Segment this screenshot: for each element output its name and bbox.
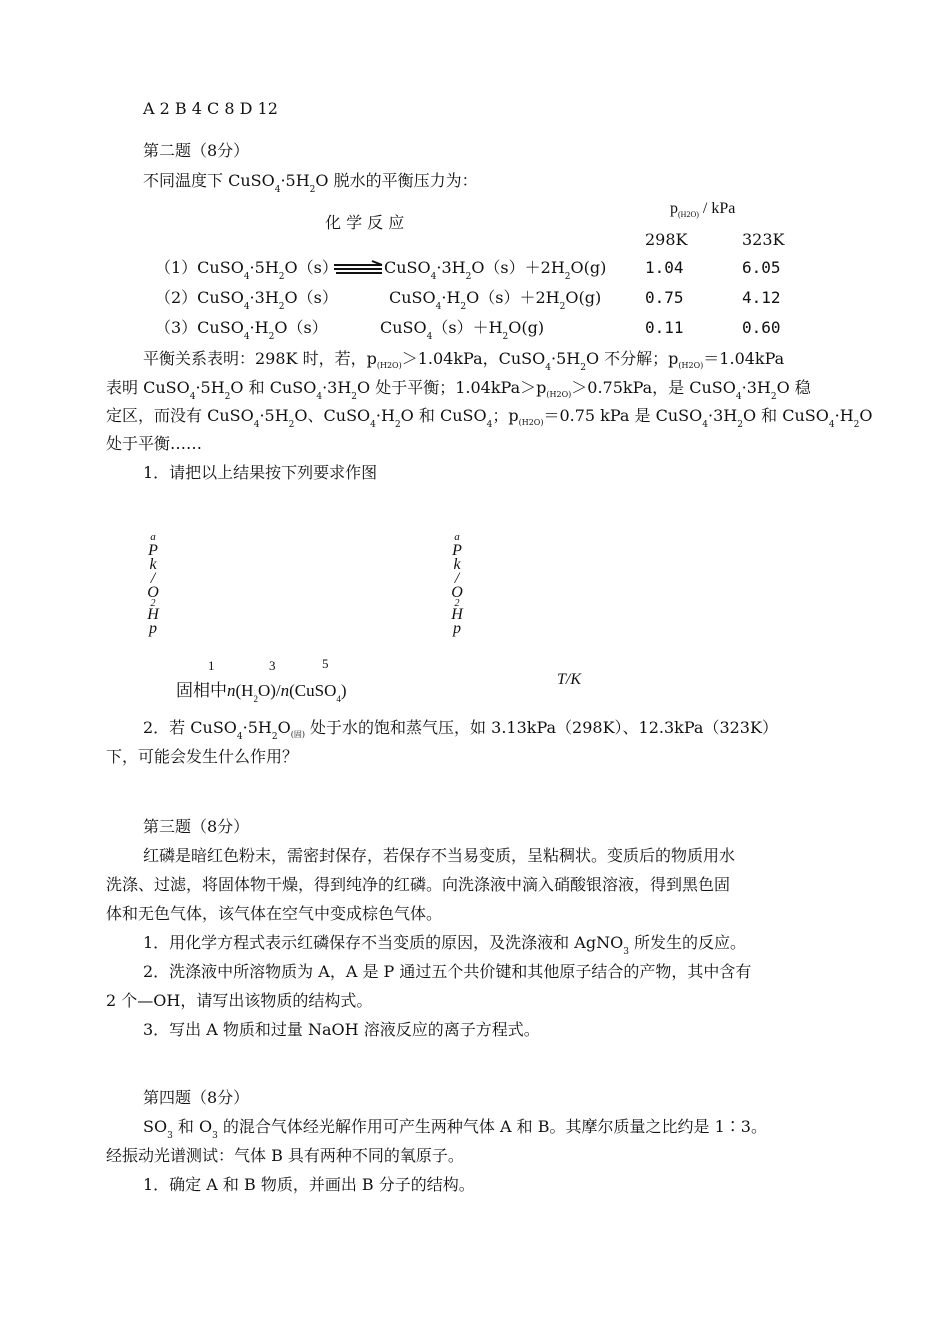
table-reaction-header: 化 学 反 应	[325, 213, 405, 232]
q2-intro: 不同温度下 $CuSO_4\cdot 5H_2O$ 脱水的平衡压力为：	[143, 171, 478, 195]
graph-1-ylabel: a P k / O 2 H p	[147, 531, 159, 637]
graph-2-ylabel: a P k / O 2 H p	[451, 531, 463, 637]
q2-para-line-2: 表明 $CuSO_4\cdot 5H_2O$ 和 $CuSO_4\cdot 3H_2O$ 处于平衡；$1.04kPa>p_{(H2O)}>0.75kPa$，是 $CuSO_4\cdot 3H_2O$ 稳	[106, 378, 811, 402]
table-row-1-right: $CuSO_4\cdot 3H_2O(s)+2H_2O(g)$	[384, 258, 607, 282]
table-row-2-v2: 4.12	[742, 288, 781, 307]
table-row-3-left: $(3)CuSO_4\cdot H_2O(s)$	[155, 318, 328, 342]
q3-para-3: 体和无色气体，该气体在空气中变成棕色气体。	[106, 904, 443, 923]
table-pressure-header: $p_{(H2O)}$ / kPa	[670, 200, 736, 219]
table-row-1-left: $(1)CuSO_4\cdot 5H_2O(s)$	[155, 258, 338, 282]
q1-options: A 2 B 4 C 8 D 12	[143, 99, 278, 118]
table-row-2-right: $CuSO_4\cdot H_2O(s)+2H_2O(g)$	[389, 288, 602, 312]
q3-task-2a: 2．洗涤液中所溶物质为 A，A 是 P 通过五个共价键和其他原子结合的产物，其中含有	[143, 962, 752, 981]
q4-para-2: 经振动光谱测试：气体 B 具有两种不同的氧原子。	[106, 1146, 464, 1165]
q2-task-1: 1．请把以上结果按下列要求作图	[143, 463, 378, 482]
table-row-3-v2: 0.60	[742, 318, 781, 337]
equilibrium-arrow-icon	[334, 260, 384, 276]
table-row-3-v1: 0.11	[645, 318, 684, 337]
graph-1-xlabel: 固相中$n(H_2O)/n(CuSO_4)$	[176, 681, 347, 704]
q4-title: 第四题（8分）	[143, 1088, 250, 1107]
q3-para-2: 洗涤、过滤，将固体物干燥，得到纯净的红磷。向洗涤液中滴入硝酸银溶液，得到黑色固	[106, 875, 731, 894]
table-row-1-v2: 6.05	[742, 258, 781, 277]
q3-task-2b: 2 个—OH，请写出该物质的结构式。	[106, 991, 373, 1010]
q4-task-1: 1．确定 A 和 B 物质，并画出 B 分子的结构。	[143, 1175, 475, 1194]
graph-1-tick-5: 5	[322, 656, 329, 671]
q3-para-1: 红磷是暗红色粉末，需密封保存，若保存不当易变质，呈粘稠状。变质后的物质用水	[143, 846, 736, 865]
q2-para-line-1: 平衡关系表明：298K 时，若，$p_{(H2O)}>1.04kPa$，$CuSO_4\cdot 5H_2O$ 不分解；$p_{(H2O)}=1.04kPa$	[143, 349, 785, 373]
q2-task-2-line-1: 2．若 $CuSO_4\cdot 5H_2O_{(固)}$ 处于水的饱和蒸气压，如 3.13kPa（298K）、12.3kPa（323K）	[143, 718, 778, 742]
table-temp-323: 323K	[742, 230, 785, 249]
graph-1-tick-1: 1	[208, 658, 215, 673]
table-row-1-v1: 1.04	[645, 258, 684, 277]
graph-1-tick-3: 3	[269, 658, 276, 673]
table-row-2-left: $(2)CuSO_4\cdot 3H_2O(s)$	[155, 288, 338, 312]
table-temp-298: 298K	[645, 230, 688, 249]
q3-title: 第三题（8分）	[143, 817, 250, 836]
q2-task-2-line-2: 下，可能会发生什么作用？	[106, 747, 299, 766]
q2-para-line-4: 处于平衡……	[106, 434, 203, 453]
table-row-3-right: $CuSO_4(s)+H_2O(g)$	[380, 318, 545, 342]
q2-title: 第二题（8分）	[143, 141, 250, 160]
q4-para-1: $SO_3$ 和 $O_3$ 的混合气体经光解作用可产生两种气体 A 和 B。其摩尔质量之比约是 1∶3。	[143, 1117, 767, 1141]
q3-task-1: 1．用化学方程式表示红磷保存不当变质的原因，及洗涤液和 AgNO$_3$ 所发生的反应。	[143, 933, 747, 957]
table-row-2-v1: 0.75	[645, 288, 684, 307]
q2-para-line-3: 定区，而没有 $CuSO_4\cdot 5H_2O$、$CuSO_4\cdot H_2O$ 和 CuSO$_4$；$p_{(H2O)}=0.75$ kPa 是 $CuSO_4\cdot 3H_2O$ 和 $CuSO_4\cdot H_2O$	[106, 406, 873, 430]
q3-task-3: 3．写出 A 物质和过量 NaOH 溶液反应的离子方程式。	[143, 1020, 540, 1039]
graph-2-xlabel: T/K	[557, 671, 582, 688]
